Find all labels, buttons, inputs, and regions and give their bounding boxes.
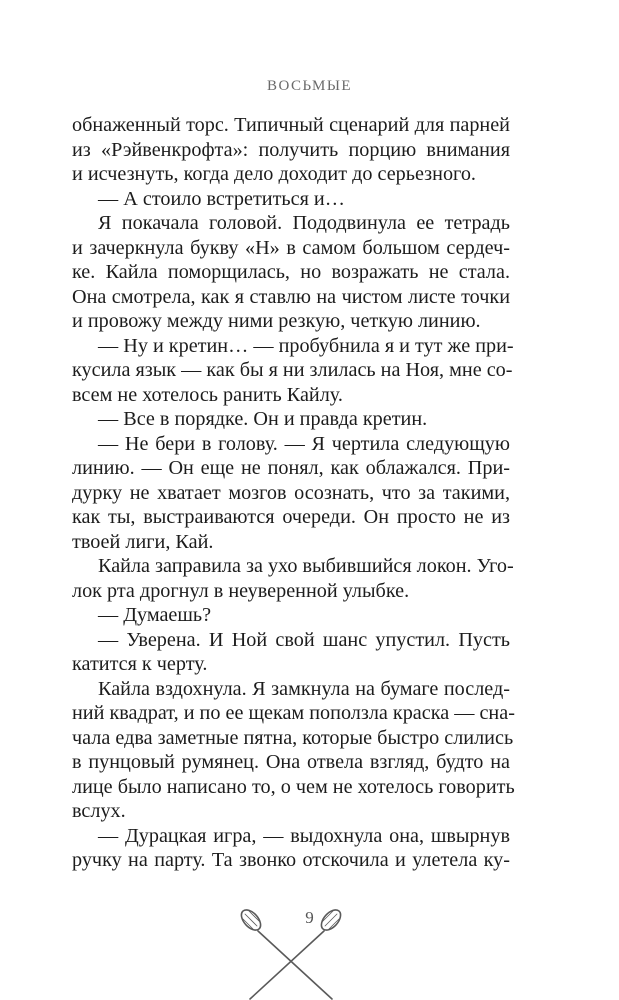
text-line: — Дурацкая игра, — выдохнула она, швырнув (98, 824, 510, 847)
running-header: ВОСЬМЫЕ (266, 78, 353, 94)
text-line: — А стоило встретиться и… (98, 187, 345, 210)
text-line: вслух. (72, 800, 126, 822)
text-line: в пунцовый румянец. Она отвела взгляд, будто на (72, 751, 510, 773)
page-number: 9 (305, 908, 314, 927)
text-line: и провожу между ними резкую, четкую линию. (72, 310, 481, 332)
text-line: из «Рэйвенкрофта»: получить порцию внимания (72, 138, 510, 161)
text-line: — Уверена. И Ной свой шанс упустил. Пусть (98, 628, 510, 651)
text-line: дурку не хватает мозгов осознать, что за такими, (72, 481, 510, 504)
text-line: Я покачала головой. Пододвинула ее тетрадь (98, 212, 510, 234)
text-line: твоей лиги, Кай. (72, 530, 214, 553)
text-line: катится к черту. (72, 653, 208, 675)
text-line: лок рта дрогнул в неуверенной улыбке. (72, 579, 410, 602)
text-line: лице было написано то, о чем не хотелось говорить (72, 775, 515, 798)
text-line: чала едва заметные пятна, которые быстро слились (72, 726, 514, 749)
text-line: — Думаешь? (98, 604, 212, 626)
text-line: и исчезнуть, когда дело доходит до серьезного. (72, 163, 476, 185)
text-line: — Все в порядке. Он и правда кретин. (98, 408, 428, 430)
text-line: — Ну и кретин… — пробубнила я и тут же при- (98, 334, 514, 357)
text-line: обнаженный торс. Типичный сценарий для парней (72, 114, 510, 136)
text-line: ручку на парту. Та звонко отскочила и улетела ку- (72, 849, 510, 871)
text-line: — Не бери в голову. — Я чертила следующую (98, 432, 510, 455)
text-line: кусила язык — как бы я ни злилась на Ноя, мне со- (72, 359, 513, 381)
text-line: как ты, выстраиваются очереди. Он просто не из (72, 506, 510, 528)
text-line: Кайла вздохнула. Я замкнула на бумаге послед- (98, 677, 510, 700)
text-line: и зачеркнула букву «Н» в самом большом сердеч- (72, 236, 510, 259)
text-line: всем не хотелось ранить Кайлу. (72, 383, 343, 406)
text-line: ке. Кайла поморщилась, но возражать не стала. (72, 261, 510, 283)
body-text (72, 113, 515, 873)
text-line: Она смотрела, как я ставлю на чистом листе точки (72, 285, 510, 308)
text-line: ний квадрат, и по ее щекам поползла краска — сна- (72, 702, 515, 724)
text-line: Кайла заправила за ухо выбившийся локон. Уго- (98, 555, 514, 577)
text-line: линию. — Он еще не понял, как облажался. При- (72, 457, 510, 479)
